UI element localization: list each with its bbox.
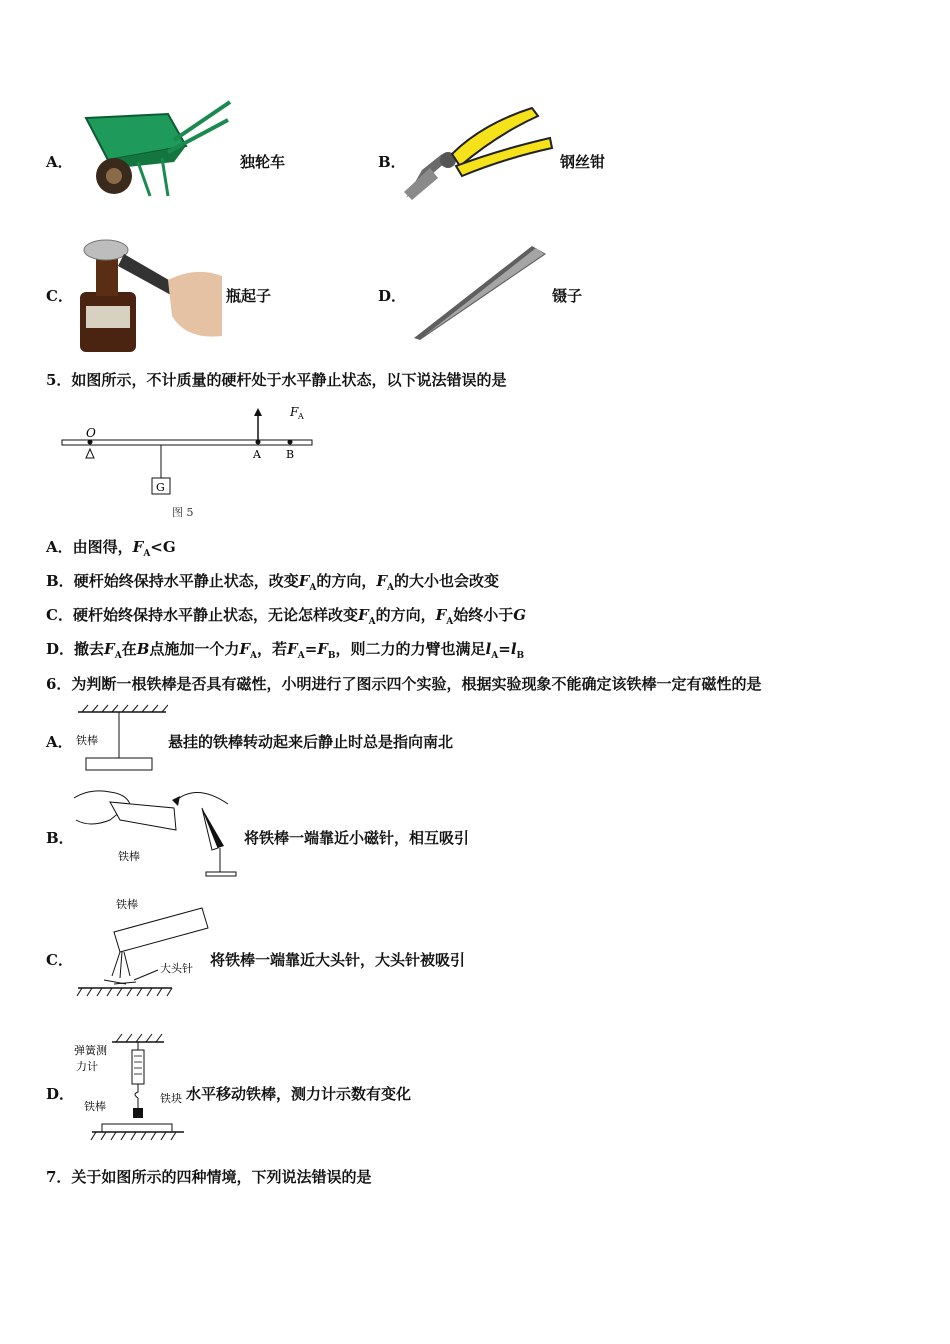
bottle-opener-image xyxy=(76,236,222,352)
q7-stem: 7．关于如图所示的四种情境，下列说法错误的是 xyxy=(46,1168,372,1186)
q6-option-b-text: 将铁棒一端靠近小磁针，相互吸引 xyxy=(244,829,470,847)
point-a-label: A xyxy=(253,448,261,461)
q4-option-c-label: 瓶起子 xyxy=(226,287,272,305)
fa-label: F xyxy=(290,405,299,419)
spring-scale-label-line1: 弹簧测 xyxy=(74,1044,107,1057)
rod-label: 铁棒 xyxy=(118,850,140,863)
q6-option-c-text: 将铁棒一端靠近大头针，大头针被吸引 xyxy=(210,951,466,969)
q4-option-b-label: 钢丝钳 xyxy=(560,153,606,171)
q5-option-b: B．硬杆始终保持水平静止状态，改变$F_A$的方向，$F_A$的大小也会改变 xyxy=(46,572,500,593)
rod-label: 铁棒 xyxy=(84,1100,106,1113)
q4-option-a-letter: A． xyxy=(46,153,73,171)
q4-option-d-letter: D． xyxy=(378,287,407,305)
q5-option-d: D．撤去$F_A$在B点施加一个力$F_A$，若$F_A=F_B$，则二力的力臂也满足$l_A=l_B$ xyxy=(46,640,525,661)
q5-option-c: C．硬杆始终保持水平静止状态，无论怎样改变$F_A$的方向，$F_A$始终小于G xyxy=(46,606,527,627)
weight-label: G xyxy=(156,481,165,494)
q4-option-d-label: 镊子 xyxy=(552,287,583,305)
point-b-label: B xyxy=(286,448,295,461)
q4-option-c-letter: C． xyxy=(46,287,73,305)
rod-label: 铁棒 xyxy=(116,898,138,911)
rod-near-pins-figure xyxy=(76,896,210,1000)
wheelbarrow-image xyxy=(78,100,234,200)
q6-option-a-letter: A． xyxy=(46,733,73,751)
q6-option-c-letter: C． xyxy=(46,951,73,969)
q5-option-a: A．由图得，$F_A<G$ xyxy=(46,538,176,559)
rod-label: 铁棒 xyxy=(76,734,98,747)
pin-label: 大头针 xyxy=(160,962,193,975)
q4-option-a-label: 独轮车 xyxy=(240,153,286,171)
q5-stem: 5．如图所示，不计质量的硬杆处于水平静止状态，以下说法错误的是 xyxy=(46,371,507,389)
q4-option-b-letter: B． xyxy=(378,153,406,171)
fa-subscript: A xyxy=(298,412,304,421)
q6-option-b-letter: B． xyxy=(46,829,74,847)
spring-scale-label-line2: 力计 xyxy=(76,1060,98,1073)
q6-option-d-letter: D． xyxy=(46,1085,75,1103)
q6-stem: 6．为判断一根铁棒是否具有磁性，小明进行了图示四个实验，根据实验现象不能确定该铁棒一定有磁性的是 xyxy=(46,675,762,693)
rod-near-compass-figure xyxy=(70,780,242,882)
pivot-label: O xyxy=(86,426,96,440)
iron-block-label: 铁块 xyxy=(160,1092,182,1105)
hanging-rod-figure xyxy=(74,702,168,774)
figure-caption: 图 5 xyxy=(172,506,194,519)
lever-figure xyxy=(58,400,320,524)
spring-scale-figure xyxy=(72,1030,190,1146)
q6-option-d-text: 水平移动铁棒，测力计示数有变化 xyxy=(186,1085,412,1103)
tweezers-image xyxy=(404,244,548,344)
q6-option-a-text: 悬挂的铁棒转动起来后静止时总是指向南北 xyxy=(168,733,454,751)
pliers-image xyxy=(402,104,556,204)
